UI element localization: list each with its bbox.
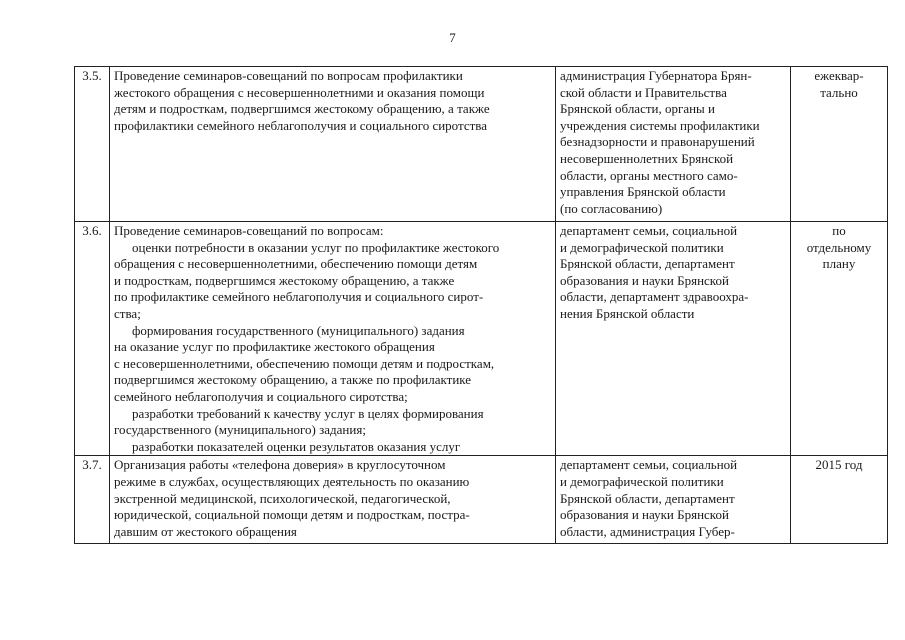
- text-line: давшим от жестокого обращения: [114, 523, 297, 539]
- text-line: подвергшимся жестокому обращению, а также по профилактике: [114, 372, 472, 388]
- text-line: и демографической политики: [560, 473, 724, 489]
- text-line: администрация Губернатора Брян-: [560, 68, 752, 83]
- text-line: режиме в службах, осуществляющих деятельность по оказанию: [114, 473, 470, 489]
- text-line: Брянской области, департамент: [560, 256, 735, 272]
- text-line: ства;: [114, 305, 141, 321]
- table-row: [75, 67, 888, 222]
- text-line: Брянской области, департамент: [560, 490, 735, 506]
- text-line: области, администрация Губер-: [560, 523, 735, 539]
- measure-description: [110, 456, 556, 544]
- text-line: несовершеннолетних Брянской: [560, 150, 734, 166]
- responsible-executors: [556, 67, 791, 222]
- measure-description: [110, 222, 556, 456]
- execution-term: [791, 456, 888, 544]
- text-line: оценки потребности в оказании услуг по профилактике жестокого: [132, 239, 500, 255]
- table-row: [75, 222, 888, 456]
- text-line: на оказание услуг по профилактике жестокого обращения: [114, 339, 435, 355]
- text-line: разработки требований к качеству услуг в целях формирования: [132, 405, 484, 421]
- table-row: [75, 456, 888, 544]
- text-line: детям и подросткам, подвергшимся жестокому обращению, а также: [114, 101, 490, 117]
- text-line: образования и науки Брянской: [560, 272, 729, 288]
- text-line: разработки показателей оценки результатов оказания услуг: [132, 438, 461, 454]
- text-line: жестокого обращения с несовершеннолетними и оказания помощи: [114, 84, 485, 100]
- text-line: по профилактике семейного неблагополучия и социального сирот-: [114, 289, 484, 305]
- text-line: Проведение семинаров-совещаний по вопросам профилактики: [114, 68, 463, 83]
- text-line: и подросткам, подвергшимся жестокому обращению, а также: [114, 272, 455, 288]
- row-number: 3.7.: [75, 456, 110, 544]
- text-line: управления Брянской области: [560, 184, 726, 200]
- text-line: и демографической политики: [560, 239, 724, 255]
- text-line: учреждения системы профилактики: [560, 117, 760, 133]
- text-line: профилактики семейного неблагополучия и социального сиротства: [114, 117, 488, 133]
- row-number: 3.6.: [75, 222, 110, 456]
- measure-description: [110, 67, 556, 222]
- text-line: ежеквар-: [814, 68, 864, 83]
- text-line: семейного неблагополучия и социального сиротства;: [114, 388, 408, 404]
- execution-term: [791, 67, 888, 222]
- text-line: плану: [822, 256, 856, 272]
- text-line: образования и науки Брянской: [560, 507, 729, 523]
- text-line: отдельному: [806, 239, 872, 255]
- row-number: 3.5.: [75, 67, 110, 222]
- text-line: экстренной медицинской, психологической, педагогической,: [114, 490, 451, 506]
- responsible-executors: [556, 222, 791, 456]
- text-line: с несовершеннолетними, обеспечению помощи детям и подросткам,: [114, 355, 495, 371]
- measures-table: [74, 66, 888, 544]
- text-line: департамент семьи, социальной: [560, 223, 738, 238]
- text-line: обращения с несовершеннолетними, обеспечению помощи детям: [114, 256, 478, 272]
- text-line: области, органы местного само-: [560, 167, 738, 183]
- text-line: Организация работы «телефона доверия» в круглосуточном: [114, 457, 446, 473]
- text-line: ской области и Правительства: [560, 84, 727, 100]
- text-line: 2015 год: [815, 457, 863, 473]
- text-line: государственного (муниципального) задания;: [114, 422, 366, 438]
- text-line: тально: [820, 84, 858, 100]
- text-line: Проведение семинаров-совещаний по вопросам:: [114, 223, 384, 238]
- text-line: безнадзорности и правонарушений: [560, 134, 755, 150]
- responsible-executors: [556, 456, 791, 544]
- text-line: нения Брянской области: [560, 305, 695, 321]
- text-line: формирования государственного (муниципального) задания: [132, 322, 465, 338]
- execution-term: [791, 222, 888, 456]
- text-line: юридической, социальной помощи детям и подросткам, постра-: [114, 507, 470, 523]
- text-line: департамент семьи, социальной: [560, 457, 738, 473]
- text-line: области, департамент здравоохра-: [560, 289, 749, 305]
- text-line: (по согласованию): [560, 200, 663, 216]
- page-number: 7: [449, 30, 456, 45]
- text-line: по: [832, 223, 846, 238]
- text-line: Брянской области, органы и: [560, 101, 715, 117]
